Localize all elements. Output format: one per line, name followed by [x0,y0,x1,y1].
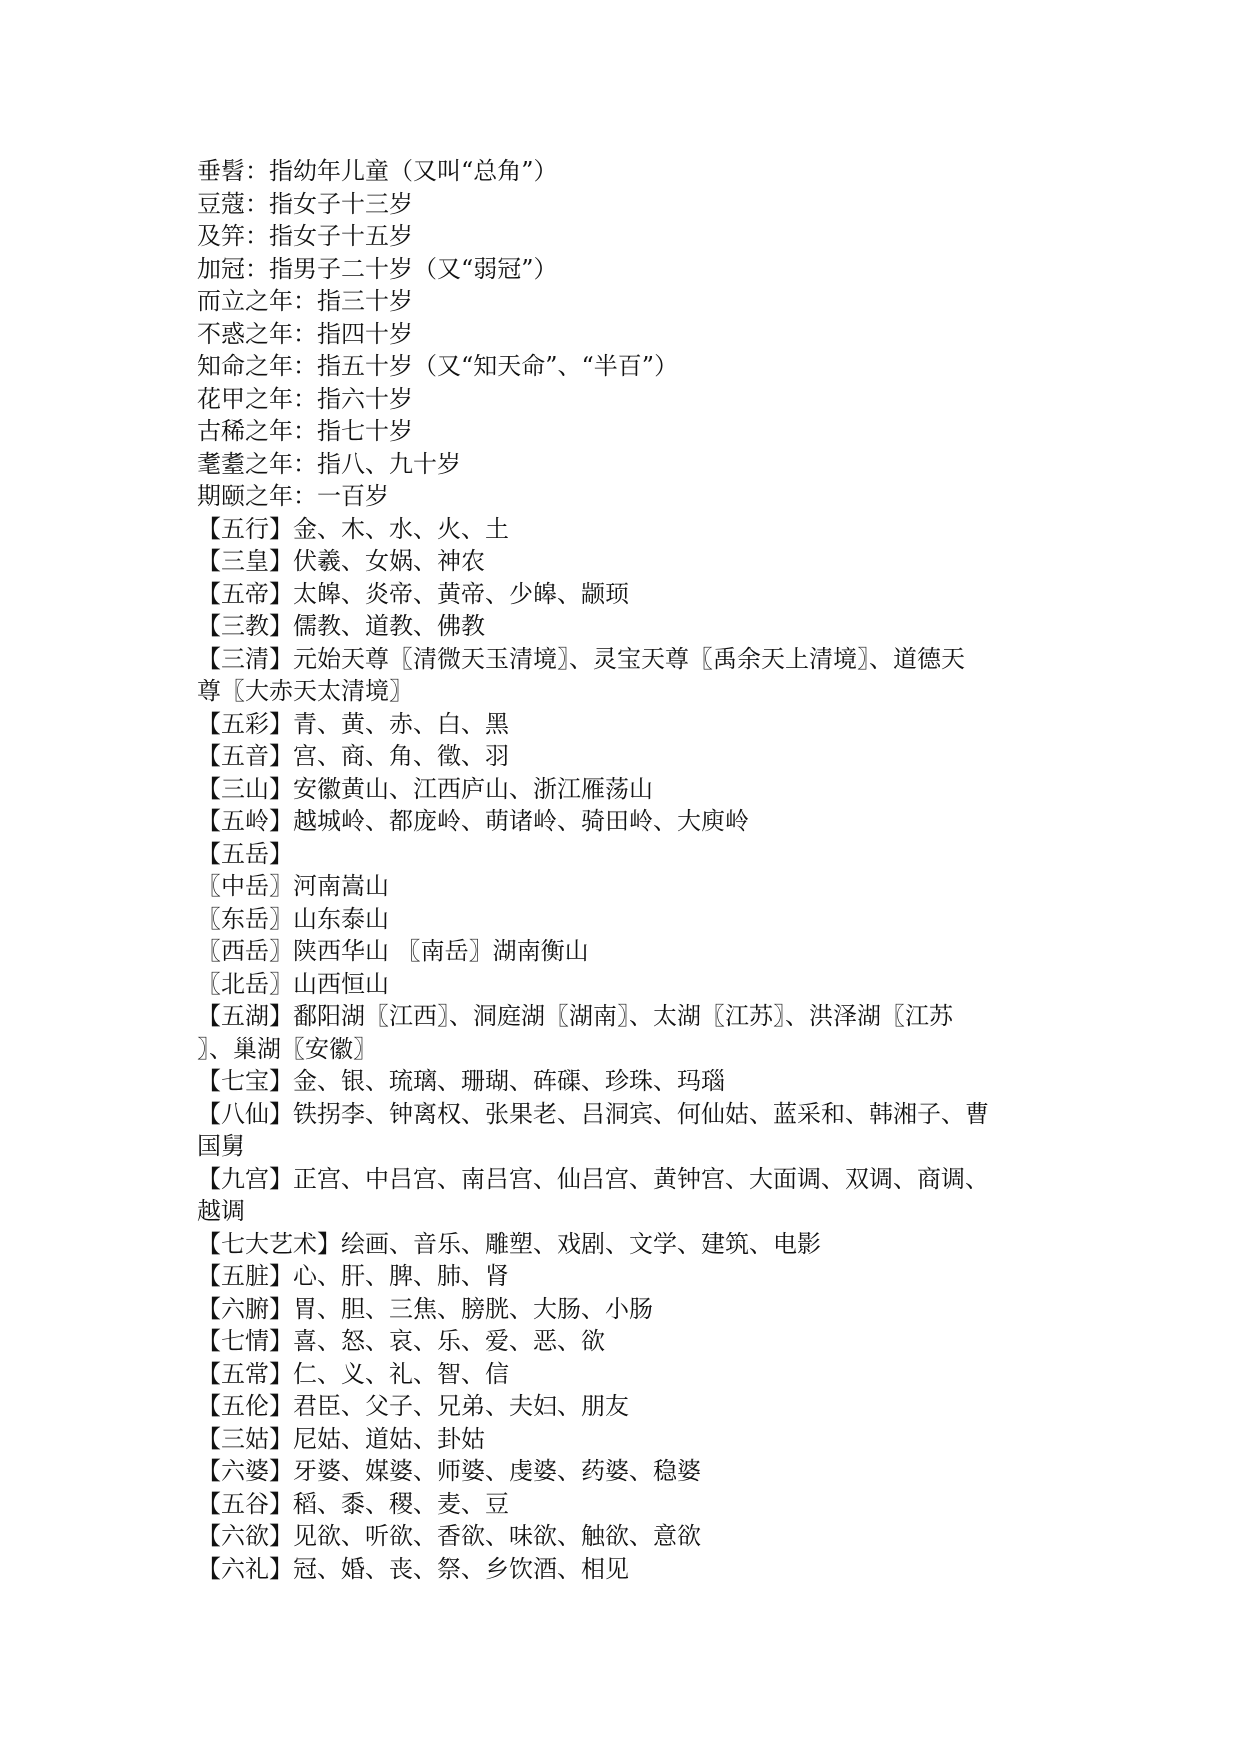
text-line: 古稀之年：指七十岁 [197,417,413,445]
text-line: 【七宝】金、银、琉璃、珊瑚、砗磲、珍珠、玛瑙 [197,1067,725,1095]
text-line: 【三教】儒教、道教、佛教 [197,612,485,640]
text-line: 国舅 [197,1132,245,1160]
text-line: 知命之年：指五十岁（又“知天命”、“半百”） [197,352,679,380]
text-line: 〖中岳〗河南嵩山 [197,872,389,900]
text-line: 〗、巢湖〖安徽〗 [197,1034,377,1063]
text-line: 【七大艺术】绘画、音乐、雕塑、戏剧、文学、建筑、电影 [197,1229,821,1258]
document-body [197,155,1037,1585]
text-line: 不惑之年：指四十岁 [197,319,413,348]
text-line: 尊〖大赤天太清境〗 [197,677,413,705]
text-line: 【五行】金、木、水、火、土 [197,514,509,543]
text-line: 〖东岳〗山东泰山 [197,904,389,933]
text-line: 【六腑】胃、胆、三焦、膀胱、大肠、小肠 [197,1294,653,1323]
text-line: 【六婆】牙婆、媒婆、师婆、虔婆、药婆、稳婆 [197,1457,701,1485]
text-line: 加冠：指男子二十岁（又“弱冠”） [197,254,558,283]
text-line: 【五彩】青、黄、赤、白、黑 [197,709,509,738]
text-line: 耄耋之年：指八、九十岁 [197,449,461,478]
text-line: 【九宫】正宫、中吕宫、南吕宫、仙吕宫、黄钟宫、大面调、双调、商调、 [197,1164,989,1193]
text-line: 【七情】喜、怒、哀、乐、爱、恶、欲 [197,1327,605,1355]
text-line: 花甲之年：指六十岁 [197,384,413,413]
text-line: 【三姑】尼姑、道姑、卦姑 [197,1424,485,1453]
text-line: 【五伦】君臣、父子、兄弟、夫妇、朋友 [197,1392,629,1420]
text-line: 【三清】元始天尊〖清微天玉清境〗、灵宝天尊〖禹余天上清境〗、道德天 [197,644,965,673]
text-line: 【六礼】冠、婚、丧、祭、乡饮酒、相见 [197,1554,629,1583]
text-line: 【五音】宫、商、角、徵、羽 [197,742,509,770]
text-line: 【六欲】见欲、听欲、香欲、味欲、触欲、意欲 [197,1522,701,1550]
text-line: 【三山】安徽黄山、江西庐山、浙江雁荡山 [197,774,653,803]
text-line: 及笄：指女子十五岁 [197,222,413,250]
text-line: 而立之年：指三十岁 [197,287,413,315]
text-line: 【五脏】心、肝、脾、肺、肾 [197,1262,509,1290]
text-line: 【五谷】稻、黍、稷、麦、豆 [197,1489,509,1518]
text-line: 【八仙】铁拐李、钟离权、张果老、吕洞宾、何仙姑、蓝采和、韩湘子、曹 [197,1099,989,1128]
text-line: 【五湖】鄱阳湖〖江西〗、洞庭湖〖湖南〗、太湖〖江苏〗、洪泽湖〖江苏 [197,1002,953,1030]
text-line: 豆蔻：指女子十三岁 [197,189,413,218]
text-line: 越调 [197,1197,245,1225]
text-line: 期颐之年：一百岁 [197,482,389,510]
text-line: 垂髫：指幼年儿童（又叫“总角”） [197,157,558,185]
text-line: 【三皇】伏羲、女娲、神农 [197,547,485,575]
text-line: 【五岭】越城岭、都庞岭、萌诸岭、骑田岭、大庾岭 [197,807,749,835]
text-line: 〖北岳〗山西恒山 [197,969,389,998]
text-line: 〖西岳〗陕西华山 〖南岳〗湖南衡山 [197,937,589,965]
text-line: 【五常】仁、义、礼、智、信 [197,1359,509,1388]
text-line: 【五岳】 [197,839,293,868]
text-line: 【五帝】太皞、炎帝、黄帝、少皞、颛顼 [197,579,629,608]
